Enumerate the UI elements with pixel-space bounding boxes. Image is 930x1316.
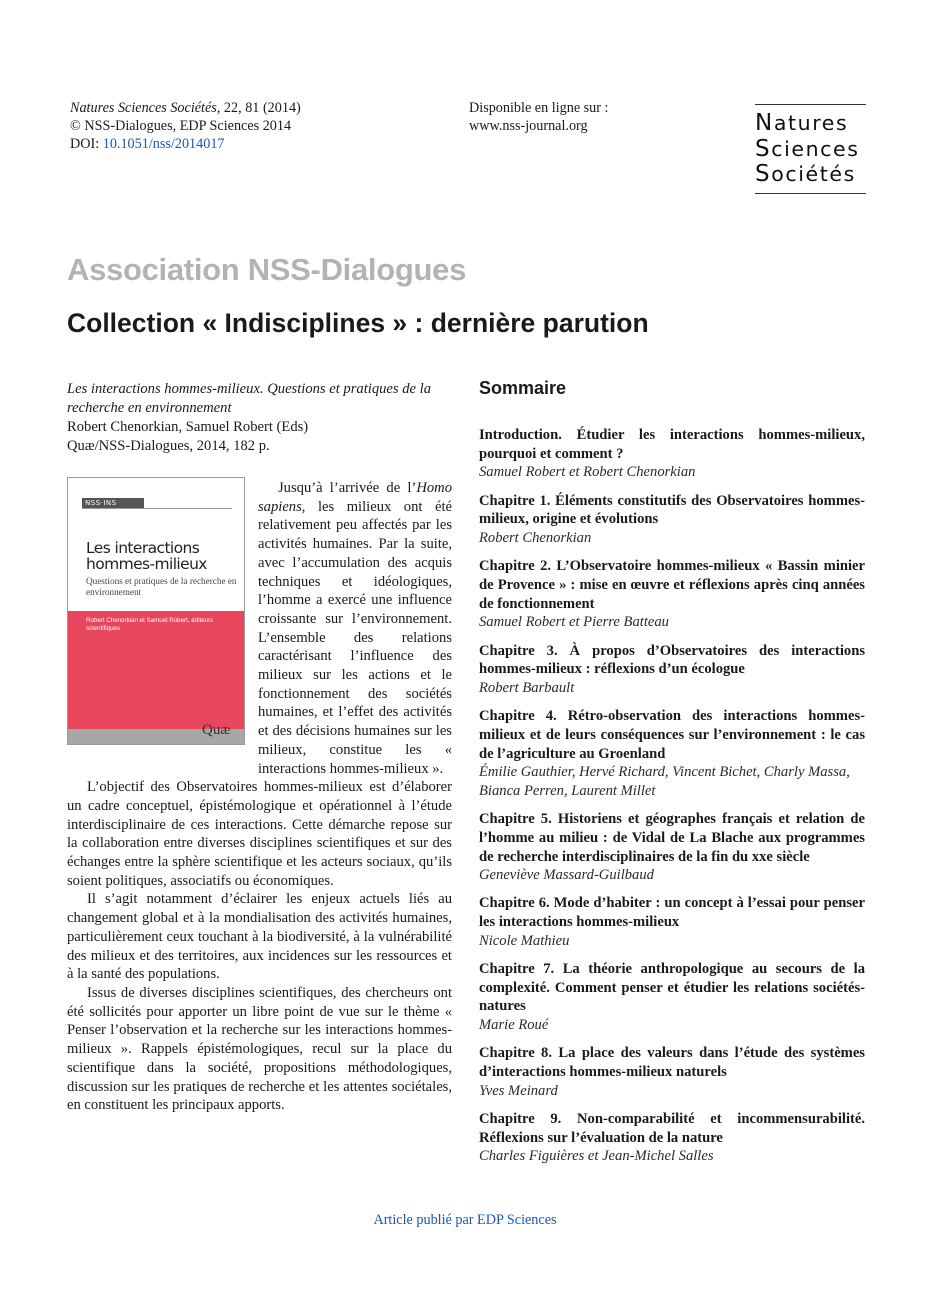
cover-publisher-mark: Quæ bbox=[202, 722, 231, 738]
book-reference bbox=[67, 380, 457, 456]
toc-entry-authors: Geneviève Massard-Guilbaud bbox=[479, 867, 654, 884]
paragraph-2: L’objectif des Observatoires hommes-milieux est d’élaborer un cadre conceptuel, épistémologique et opérationnel à l’étude interdisciplinaire de ces interactions. Cette démarche repose sur la collaboration entre diverses disciplines scientifiques et sur des échanges entre la sphère scientifique et les acteurs sociaux, qu’ils soient politiques, associatifs ou économiques. bbox=[67, 779, 452, 889]
doi-link[interactable]: 10.1051/nss/2014017 bbox=[102, 136, 225, 152]
paragraph-1: Jusqu’à l’arrivée de l’Homo sapiens, les milieux ont été relativement peu affectés par les activités humaines. Par la suite, avec l’accumulation des acquis techniques et idéologiques, l’homme a exercé une influence croissante sur l’environnement. L’ensemble des relations caractérisant l’influence des milieux sur les actions et le fonctionnement des sociétés humaines, et l’effet des activités et des décisions humaines sur les milieux, constitue les « interactions hommes-milieux ». bbox=[258, 480, 452, 777]
toc-entry-authors: Émilie Gauthier, Hervé Richard, Vincent Bichet, Charly Massa, Bianca Perren, Laurent Millet bbox=[479, 764, 850, 799]
availability-label: Disponible en ligne sur : bbox=[469, 100, 609, 116]
cover-series-label: NSS·INS bbox=[82, 498, 144, 509]
toc-entry bbox=[479, 1110, 865, 1166]
toc-entry bbox=[479, 426, 865, 482]
table-of-contents bbox=[479, 426, 865, 1176]
toc-entry-title: Chapitre 6. Mode d’habiter : un concept à l’essai pour penser les interactions hommes-milieux bbox=[479, 895, 865, 931]
italic-term: Homo sapiens bbox=[258, 480, 452, 515]
journal-name: Natures Sciences Sociétés bbox=[70, 100, 217, 116]
toc-entry-authors: Nicole Mathieu bbox=[479, 932, 570, 949]
toc-entry-authors: Charles Figuières et Jean-Michel Salles bbox=[479, 1148, 714, 1165]
footer-publisher-link[interactable]: Article publié par EDP Sciences bbox=[373, 1212, 557, 1228]
copyright-line: © NSS-Dialogues, EDP Sciences 2014 bbox=[70, 118, 292, 134]
book-title: Les interactions hommes-milieux. Questions et pratiques de la recherche en environnement bbox=[67, 381, 431, 416]
logo-line-3: Sociétés bbox=[755, 161, 856, 187]
citation-volume: , 22, 81 (2014) bbox=[216, 100, 301, 116]
toc-entry-authors: Marie Roué bbox=[479, 1017, 549, 1034]
toc-entry-title: Introduction. Étudier les interactions hommes-milieux, pourquoi et comment ? bbox=[479, 427, 865, 462]
logo-line-2: Sciences bbox=[755, 135, 860, 162]
availability-block bbox=[469, 99, 689, 135]
toc-entry bbox=[479, 492, 865, 548]
journal-logo bbox=[755, 104, 866, 194]
toc-entry-authors: Robert Chenorkian bbox=[479, 530, 592, 547]
doi-line bbox=[70, 135, 370, 153]
toc-entry-authors: Samuel Robert et Pierre Batteau bbox=[479, 614, 669, 631]
journal-url: www.nss-journal.org bbox=[469, 118, 588, 134]
toc-entry bbox=[479, 810, 865, 885]
paragraph-4: Issus de diverses disciplines scientifiques, des chercheurs ont été sollicités pour apporter un libre point de vue sur le thème « Penser l’observation et la recherche sur les interactions hommes-milieux ». Rappels épistémologiques, recul sur la place du scientifique dans la société, propositions méthodologiques, discussion sur les pratiques de recherche et les attentes sociétales, en constituent les principaux apports. bbox=[67, 984, 452, 1114]
doi-label: DOI: bbox=[70, 136, 103, 152]
toc-entry-authors: Samuel Robert et Robert Chenorkian bbox=[479, 464, 696, 481]
sommaire-heading: Sommaire bbox=[479, 378, 567, 398]
toc-entry bbox=[479, 1044, 865, 1100]
toc-entry-title: Chapitre 3. À propos d’Observatoires des interactions hommes-milieux : réflexions d’un écologue bbox=[479, 642, 865, 678]
cover-title: Les interactions hommes-milieux bbox=[86, 539, 207, 573]
toc-entry bbox=[479, 894, 865, 950]
logo-line-1: Natures bbox=[755, 110, 849, 136]
toc-entry bbox=[479, 960, 865, 1035]
section-heading: Association NSS-Dialogues bbox=[67, 252, 467, 287]
toc-entry-authors: Yves Meinard bbox=[479, 1082, 558, 1099]
paragraph-3: Il s’agit notamment d’éclairer les enjeux actuels liés au changement global et à la mondialisation des activités humaines, particulièrement ceux touchant à la biodiversité, à la vulnérabilité des milieux et des territoires, aux incidences sur les ressources et à la santé des populations. bbox=[67, 891, 452, 983]
citation-line bbox=[70, 99, 370, 117]
toc-entry bbox=[479, 557, 865, 632]
toc-entry-title: Chapitre 1. Éléments constitutifs des Observatoires hommes-milieux, origine et évolutions bbox=[479, 492, 865, 528]
toc-entry-title: Chapitre 4. Rétro-observation des interactions hommes-milieux et de leurs conséquences sur l’environnement : le cas de l’agriculture au Groenland bbox=[479, 708, 865, 762]
toc-entry-title: Chapitre 5. Historiens et géographes français et relation de l’homme au milieu : de Vidal de La Blache aux programmes de recherche interdisciplinaires de la fin du xxe siècle bbox=[479, 811, 865, 865]
toc-entry bbox=[479, 642, 865, 698]
citation-block bbox=[70, 99, 370, 153]
toc-entry bbox=[479, 707, 865, 801]
toc-entry-title: Chapitre 8. La place des valeurs dans l’étude des systèmes d’interactions hommes-milieux naturels bbox=[479, 1045, 865, 1081]
cover-wrap-space bbox=[67, 479, 258, 760]
body-text bbox=[67, 479, 452, 1115]
cover-authors: Robert Chenorkian et Samuel Robert, éditeurs scientifiques bbox=[86, 617, 214, 632]
book-authors: Robert Chenorkian, Samuel Robert (Eds) bbox=[67, 419, 309, 435]
collection-title: Collection « Indisciplines » : dernière parution bbox=[67, 308, 649, 338]
cover-subtitle: Questions et pratiques de la recherche en environnement bbox=[86, 576, 237, 597]
toc-entry-title: Chapitre 9. Non-comparabilité et incommensurabilité. Réflexions sur l’évaluation de la nature bbox=[479, 1111, 865, 1146]
toc-entry-title: Chapitre 2. L’Observatoire hommes-milieux « Bassin minier de Provence » : mise en œuvre et réflexions après cinq années de fonctionnement bbox=[479, 558, 865, 612]
toc-entry-title: Chapitre 7. La théorie anthropologique au secours de la complexité. Comment penser et étudier les relations sociétés-natures bbox=[479, 961, 865, 1015]
toc-entry-authors: Robert Barbault bbox=[479, 679, 575, 696]
book-publisher: Quæ/NSS-Dialogues, 2014, 182 p. bbox=[67, 438, 270, 454]
